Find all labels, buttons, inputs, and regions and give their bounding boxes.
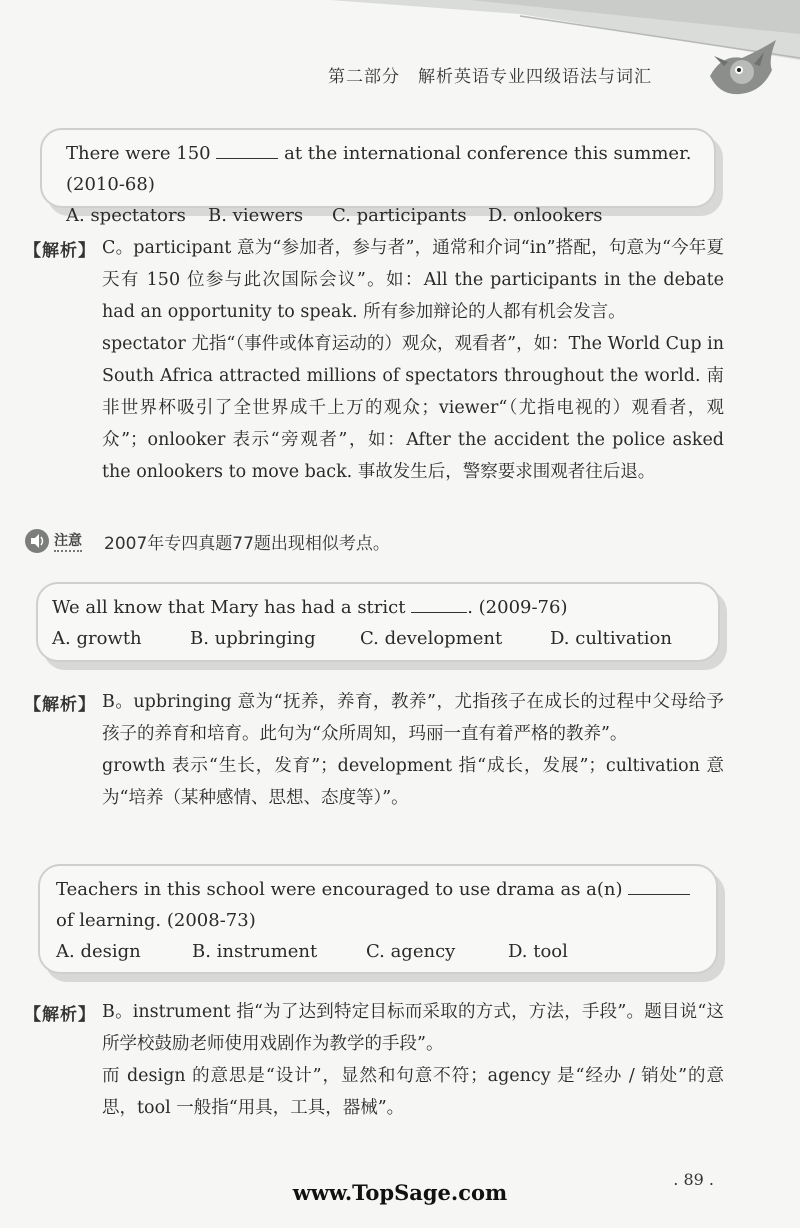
- answer-blank: [216, 140, 278, 159]
- option-a: A. spectators: [66, 205, 186, 226]
- option-b: B. upbringing: [190, 628, 316, 649]
- analysis-paragraph: 而 design 的意思是“设计”，显然和句意不符；agency 是“经办 / 销处”的意思，tool 一般指“用具，工具，器械”。: [102, 1066, 724, 1118]
- option-a: A. design: [56, 941, 141, 962]
- analysis-2: [24, 686, 724, 814]
- analysis-paragraph: growth 表示“生长，发育”；development 指“成长，发展”；cultivation 意为“培养（某种感情、思想、态度等）”。: [102, 756, 724, 808]
- site-url[interactable]: www.TopSage.com: [292, 1180, 508, 1205]
- stem-text: There were 150: [66, 143, 211, 164]
- analysis-body: [102, 686, 724, 814]
- option-list: [52, 623, 718, 654]
- option-b: B. instrument: [192, 941, 318, 962]
- question-stem: [56, 874, 696, 936]
- question-stem: [52, 592, 718, 623]
- note-badge: [24, 528, 82, 554]
- option-c: C. agency: [366, 941, 456, 962]
- option-d: D. onlookers: [488, 205, 603, 226]
- option-a: A. growth: [52, 628, 142, 649]
- stem-text: of learning. (2008-73): [56, 910, 256, 931]
- analysis-paragraph: spectator 尤指“（事件或体育运动的）观众，观看者”，如：The World Cup in South Africa attracted millions of spectators throughout the world. 南非世界杯吸引了全世界成千上万的观众；viewer“（尤指电视的）观看者，观众”；onlooker 表示“旁观者”，如：After the accident the police asked the onlookers to move back. 事故发生后，警察要求围观者往后退。: [102, 334, 724, 482]
- speaker-note-icon: [24, 528, 50, 554]
- analysis-1: [24, 232, 724, 488]
- question-box-2: [36, 582, 720, 662]
- header-decoration: [0, 0, 800, 110]
- note-label: 注意: [54, 530, 82, 552]
- stem-text: at the international conference this summer. (2010-68): [66, 143, 692, 195]
- stem-text: We all know that Mary has had a strict: [52, 597, 406, 618]
- analysis-tag: 【解析】: [24, 241, 96, 261]
- note-line: [24, 528, 390, 554]
- option-list: [56, 936, 696, 967]
- question-box-1: [40, 128, 716, 226]
- section-title: 第二部分 解析英语专业四级语法与词汇: [328, 67, 652, 87]
- option-c: C. participants: [332, 205, 467, 226]
- analysis-tag: 【解析】: [24, 1005, 96, 1025]
- page-number: . 89 .: [673, 1170, 714, 1189]
- option-c: C. development: [360, 628, 503, 649]
- analysis-paragraph: B。instrument 指“为了达到特定目标而采取的方式，方法，手段”。题目说“这所学校鼓励老师使用戏剧作为教学的手段”。: [102, 1002, 724, 1054]
- question-box-3: [38, 864, 718, 974]
- analysis-paragraph: C。participant 意为“参加者，参与者”，通常和介词“in”搭配，句意为“今年夏天有 150 位参与此次国际会议”。如：All the participants in the debate had an opportunity to speak. 所有参加辩论的人都有机会发言。: [102, 238, 724, 322]
- answer-blank: [411, 594, 467, 613]
- page-header: [0, 0, 800, 110]
- dragon-mascot-icon: [702, 36, 782, 102]
- analysis-body: [102, 996, 724, 1124]
- question-stem: [66, 138, 714, 200]
- option-d: D. cultivation: [550, 628, 672, 649]
- analysis-tag: 【解析】: [24, 695, 96, 715]
- analysis-body: [102, 232, 724, 488]
- stem-text: . (2009-76): [467, 597, 568, 618]
- stem-text: Teachers in this school were encouraged to use drama as a(n): [56, 879, 623, 900]
- option-b: B. viewers: [208, 205, 304, 226]
- note-text: 2007年专四真题77题出现相似考点。: [104, 533, 390, 554]
- option-d: D. tool: [508, 941, 568, 962]
- option-list: [66, 200, 714, 231]
- analysis-paragraph: B。upbringing 意为“抚养，养育，教养”，尤指孩子在成长的过程中父母给予孩子的养育和培育。此句为“众所周知，玛丽一直有着严格的教养”。: [102, 692, 724, 744]
- analysis-3: [24, 996, 724, 1124]
- answer-blank: [628, 876, 690, 895]
